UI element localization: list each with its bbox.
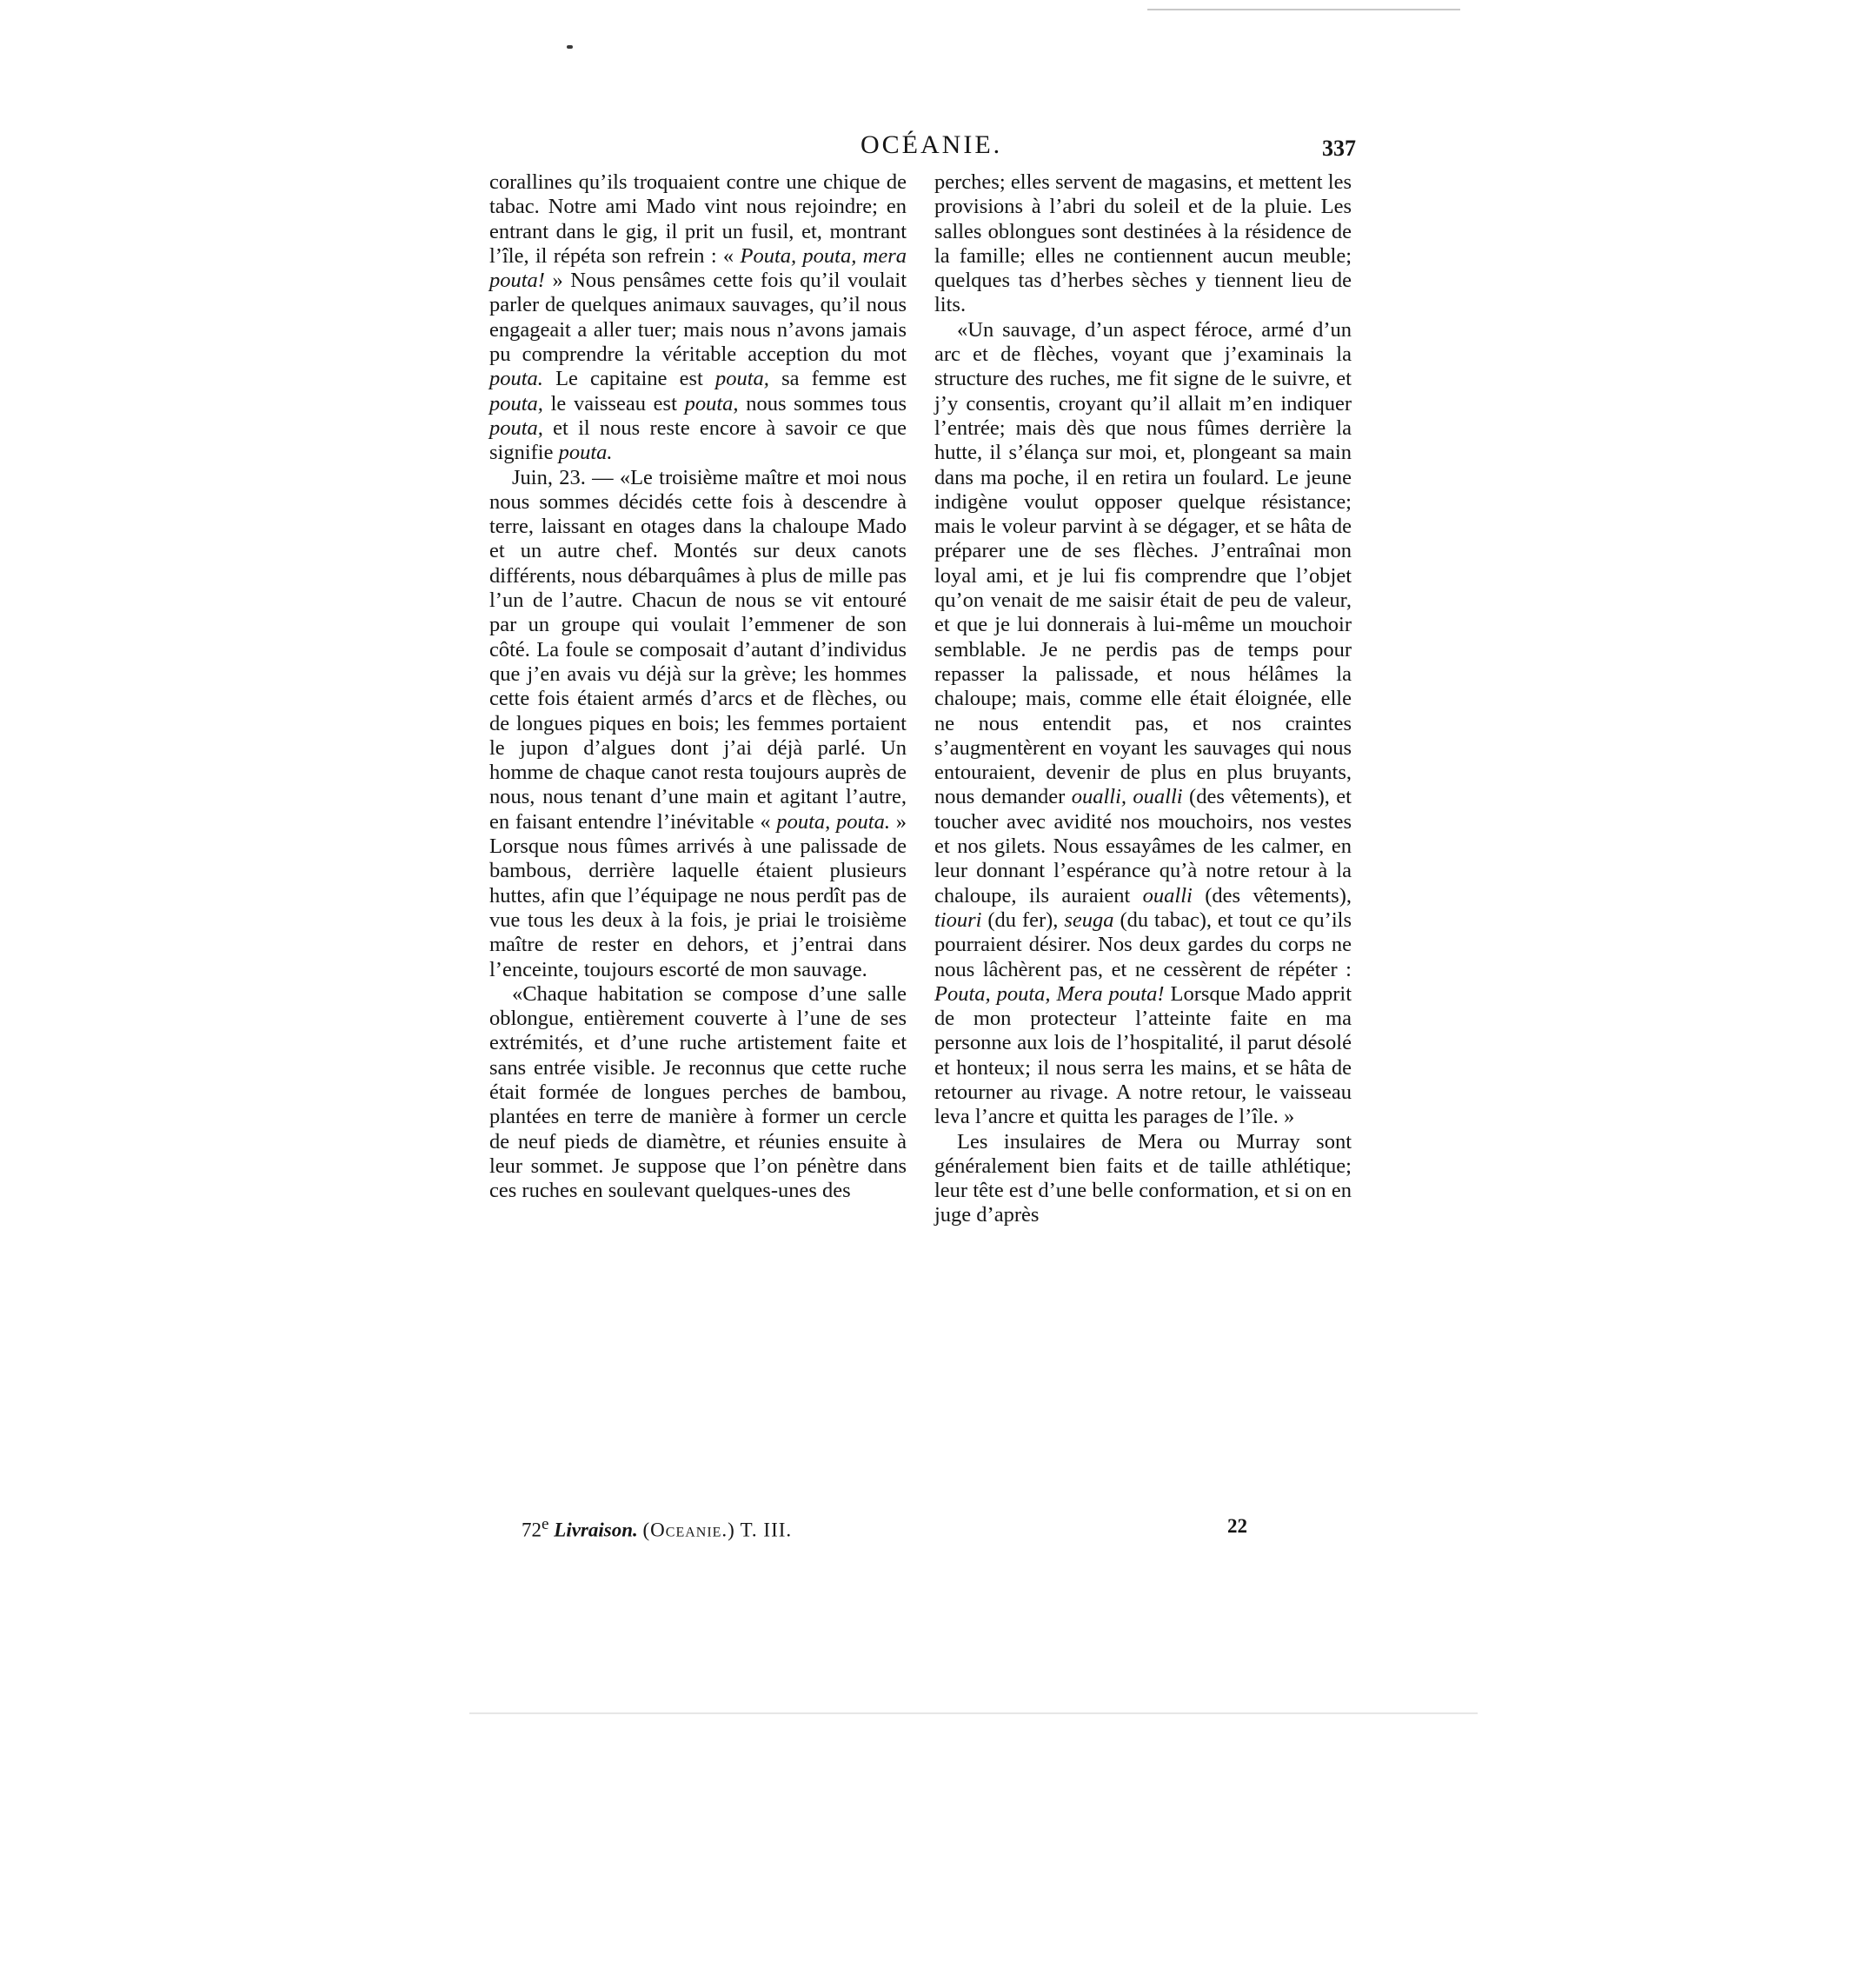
text-run: » Lorsque nous fûmes arrivés à une palissade de bambous, derrière laquelle étaient plusieurs huttes, afin que l’équipage ne nous perdît pas de vue tous les deux à la fois, je priai le troisième maître de rester en dehors, et j’entrai dans l’enceinte, toujours escorté de mon sauvage. bbox=[489, 809, 907, 981]
italic-term: pouta, pouta. bbox=[776, 809, 890, 834]
italic-term: Pouta, pouta, mera pouta! bbox=[489, 243, 907, 293]
text-run: (du fer), bbox=[981, 908, 1065, 932]
left-paragraph-2 bbox=[489, 466, 907, 982]
italic-term: pouta, bbox=[714, 367, 769, 391]
italic-term: Pouta, pouta, Mera pouta! bbox=[934, 981, 1165, 1006]
italic-term: pouta. bbox=[558, 441, 613, 465]
text-run: (des vêtements), bbox=[1192, 883, 1352, 908]
italic-term: seuga bbox=[1064, 908, 1114, 932]
left-column bbox=[489, 170, 907, 1203]
text-run: » Nous pensâmes cette fois qu’il voulait parler de quelques animaux sauvages, qu’il nous engageait a aller tuer; mais nous n’avons jamais pu comprendre la véritable acception du mot bbox=[489, 269, 907, 367]
issue-number: 72 bbox=[522, 1519, 542, 1541]
text-run: nous sommes tous bbox=[738, 391, 907, 416]
right-paragraph-3: Les insulaires de Mera ou Murray sont généralement bien faits et de taille athlétique; leur tête est d’une belle conformation, et si on en juge d’après bbox=[934, 1129, 1352, 1227]
text-run: sa femme est bbox=[768, 367, 907, 391]
italic-term: oualli bbox=[1142, 883, 1193, 908]
italic-term: tiouri bbox=[934, 908, 982, 932]
page-title: OCÉANIE. bbox=[861, 130, 1003, 159]
section-label: (Oceanie.) bbox=[642, 1519, 735, 1541]
left-paragraph-3: «Chaque habitation se compose d’une salle oblongue, entièrement couverte à l’une de ses extrémités, et d’une ruche artistement faite et sans entrée visible. Je reconnus que cette ruche était formée de longues perches de bambou, plantées en terre de manière à former un cercle de neuf pieds de diamètre, et réunies ensuite à leur sommet. Je suppose que l’on pénètre dans ces ruches en soulevant quelques-unes des bbox=[489, 981, 907, 1203]
tome-label: T. III. bbox=[740, 1519, 793, 1541]
text-run: Juin, 23. — «Le troisième maître et moi nous nous sommes décidés cette fois à descendre à terre, laissant en otages dans la chaloupe Mado et un autre chef. Montés sur deux canots différents, nous débarquâmes à plus de mille pas l’un de l’autre. Chacun de nous se vit entouré par un groupe qui voulait l’emmener de son côté. La foule se composait d’autant d’individus que j’en avais vu déjà sur la grève; les hommes cette fois étaient armés d’arcs et de flèches, ou de longues piques en bois; les femmes portaient le jupon d’algues dont j’ai déjà parlé. Un homme de chaque canot resta toujours auprès de nous, nous tenant d’une main et agitant l’autre, en faisant entendre l’inévitable « bbox=[489, 465, 907, 834]
scan-artifact-bottom bbox=[469, 1712, 1478, 1714]
running-head bbox=[487, 130, 1356, 165]
issue-suffix: e bbox=[542, 1515, 549, 1533]
text-run: Lorsque Mado apprit de mon protecteur l’atteinte faite en ma personne aux lois de l’hospitalité, il parut désolé et honteux; il nous serra les mains, et se hâta de retourner au rivage. A notre retour, le vaisseau leva l’ancre et quitta les parages de l’île. » bbox=[934, 981, 1352, 1129]
italic-term: pouta, bbox=[489, 416, 543, 440]
right-paragraph-1: perches; elles servent de magasins, et mettent les provisions à l’abri du soleil et de la pluie. Les salles oblongues sont destinées à la résidence de la famille; elles ne contiennent aucun meuble; quelques tas d’herbes sèches y tiennent lieu de lits. bbox=[934, 170, 1352, 317]
page-number: 337 bbox=[1322, 136, 1356, 161]
text-run: le vaisseau est bbox=[542, 391, 685, 416]
text-run: corallines qu’ils troquaient contre une chique de tabac. Notre ami Mado vint nous rejoindre; en entrant dans le gig, il prit un fusil, et, montrant l’île, il répéta son refrein : « bbox=[489, 170, 907, 268]
italic-term: oualli, oualli bbox=[1071, 785, 1183, 809]
footer-imprint bbox=[522, 1515, 792, 1542]
scan-artifact-top bbox=[1147, 9, 1460, 10]
scan-speck bbox=[567, 45, 573, 49]
text-run: «Un sauvage, d’un aspect féroce, armé d’un arc et de flèches, voyant que j’examinais la structure des ruches, me fit signe de le suivre, et j’y consentis, croyant qu’il allait m’en indiquer l’entrée; mais dès que nous fûmes derrière la hutte, il s’élança sur moi, et, plongeant sa main dans ma poche, il en retira un foulard. Le jeune indigène voulut opposer quelque résistance; mais le voleur parvint à se dégager, et se hâta de préparer une de ses flèches. J’entraînai mon loyal ami, et je lui fis comprendre que l’objet qu’on venait de me saisir était de peu de valeur, et que je lui donnerais à lui-même un mouchoir semblable. Je ne perdis pas de temps pour repasser la palissade, et nous hélâmes la chaloupe; mais, comme elle était éloignée, elle ne nous entendit pas, et nos craintes s’augmentèrent en voyant les sauvages qui nous entouraient, devenir de plus en plus bruyants, nous demander bbox=[934, 317, 1352, 809]
text-run: (des vêtements), et toucher avec avidité nos mouchoirs, nos vestes et nos gilets. Nous essayâmes de les calmer, en leur donnant l’espérance qu’à notre retour à la chaloupe, ils auraient bbox=[934, 785, 1352, 908]
italic-term: pouta. bbox=[489, 367, 543, 391]
text-run: (du tabac), et tout ce qu’ils pourraient désirer. Nos deux gardes du corps ne nous lâchèrent pas, et ne cessèrent de répéter : bbox=[934, 908, 1352, 981]
text-run: Le capitaine est bbox=[542, 367, 715, 391]
right-paragraph-2 bbox=[934, 318, 1352, 1130]
italic-term: pouta, bbox=[684, 391, 739, 416]
italic-term: pouta, bbox=[489, 391, 543, 416]
right-column bbox=[934, 170, 1352, 1228]
left-paragraph-1 bbox=[489, 170, 907, 466]
livraison-label: Livraison. bbox=[554, 1519, 638, 1541]
text-run: et il nous reste encore à savoir ce que signifie bbox=[489, 416, 907, 465]
signature-mark: 22 bbox=[1227, 1515, 1247, 1537]
